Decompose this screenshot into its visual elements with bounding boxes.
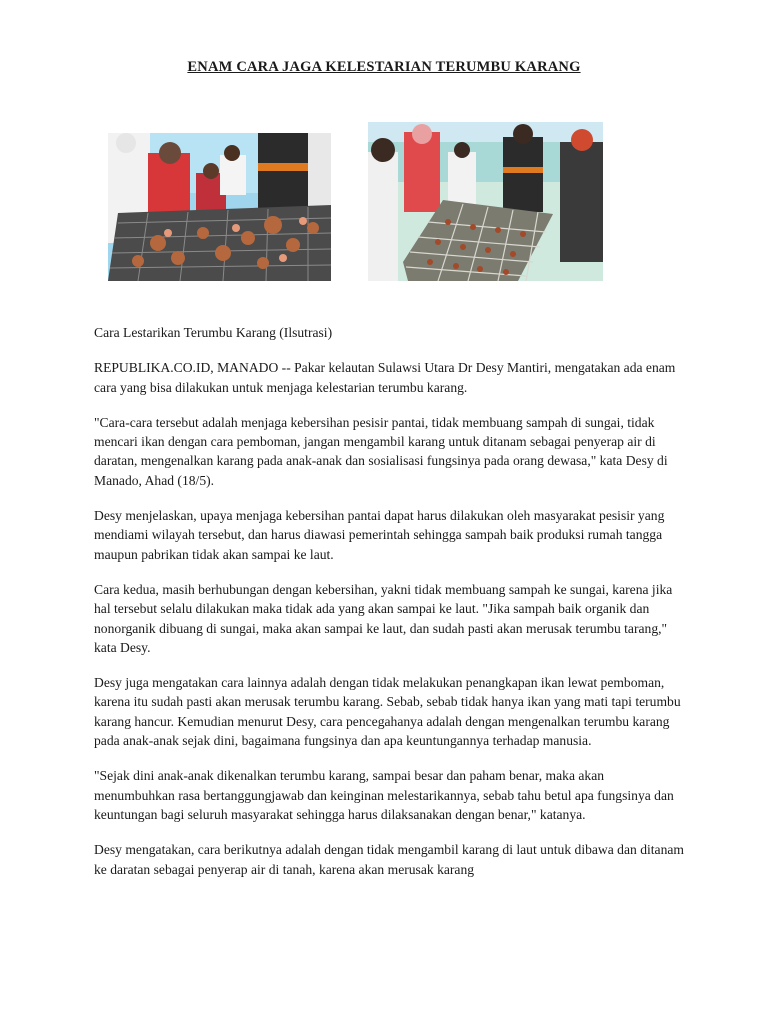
paragraph-5: Desy juga mengatakan cara lainnya adalah dengan tidak melakukan penangkapan ikan lewat pemboman, karena itu sudah pasti akan merusak terumbu karang. Sebab, sebab tidak hanya ikan yang mati tapi terumbu karang hancur. Kemudian menurut Desy, cara pencegahanya adalah dengan mengenalkan terumbu karang pada anak-anak sejak dini, bagaimana fungsinya dan apa keuntungannya terhadap manusia. [94,675,681,749]
paragraph-2: "Cara-cara tersebut adalah menjaga kebersihan pesisir pantai, tidak membuang sampah di sungai, tidak mencari ikan dengan cara pemboman, jangan mengambil karang untuk ditanam sebagai penyerap air di daratan, mengenalkan karang pada anak-anak dan sosialisasi fungsinya pada orang dewasa," kata Desy di Manado, Ahad (18/5). [94,414,668,488]
photo-coral-planting-1 [108,133,331,281]
article-title: ENAM CARA JAGA KELESTARIAN TERUMBU KARANG [187,59,581,75]
paragraph-4: Cara kedua, masih berhubungan dengan kebersihan, yakni tidak membuang sampah ke sungai, karena jika hal tersebut selalu dilakukan maka tidak ada yang akan sampai ke laut. "Jika sampah baik organik dan nonorganik dibuang di sungai, maka akan sampai ke laut, dan sudah pasti akan merusak terumbu tarang," kata Desy. [94,581,673,655]
paragraph-3: Desy menjelaskan, upaya menjaga kebersihan pantai dapat harus dilakukan oleh masyarakat pesisir yang mendiami wilayah tersebut, dan harus diawasi pemerintah sehingga sampah baik produksi rumah tangga maupun pabrikan tidak akan sampai ke laut. [94,508,665,562]
photo-coral-planting-2 [368,122,603,281]
paragraph-1: REPUBLIKA.CO.ID, MANADO -- Pakar kelautan Sulawsi Utara Dr Desy Mantiri, mengatakan ada enam cara yang bisa dilakukan untuk menjaga kelestarian terumbu karang. [94,360,676,395]
photo-caption: Cara Lestarikan Terumbu Karang (Ilsutrasi) [94,325,333,340]
paragraph-6: "Sejak dini anak-anak dikenalkan terumbu karang, sampai besar dan paham benar, maka akan menumbuhkan rasa bertanggungjawab dan keinginan melestarikannya, sebab tahu betul apa fungsinya dan keuntungan bagi seluruh masyarakat sehingga harus dilaksanakan dengan benar," katanya. [94,768,674,822]
article-body [94,323,684,895]
paragraph-7: Desy mengatakan, cara berikutnya adalah dengan tidak mengambil karang di laut untuk dibawa dan ditanam ke daratan sebagai penyerap air di tanah, karena akan merusak karang [94,842,684,877]
